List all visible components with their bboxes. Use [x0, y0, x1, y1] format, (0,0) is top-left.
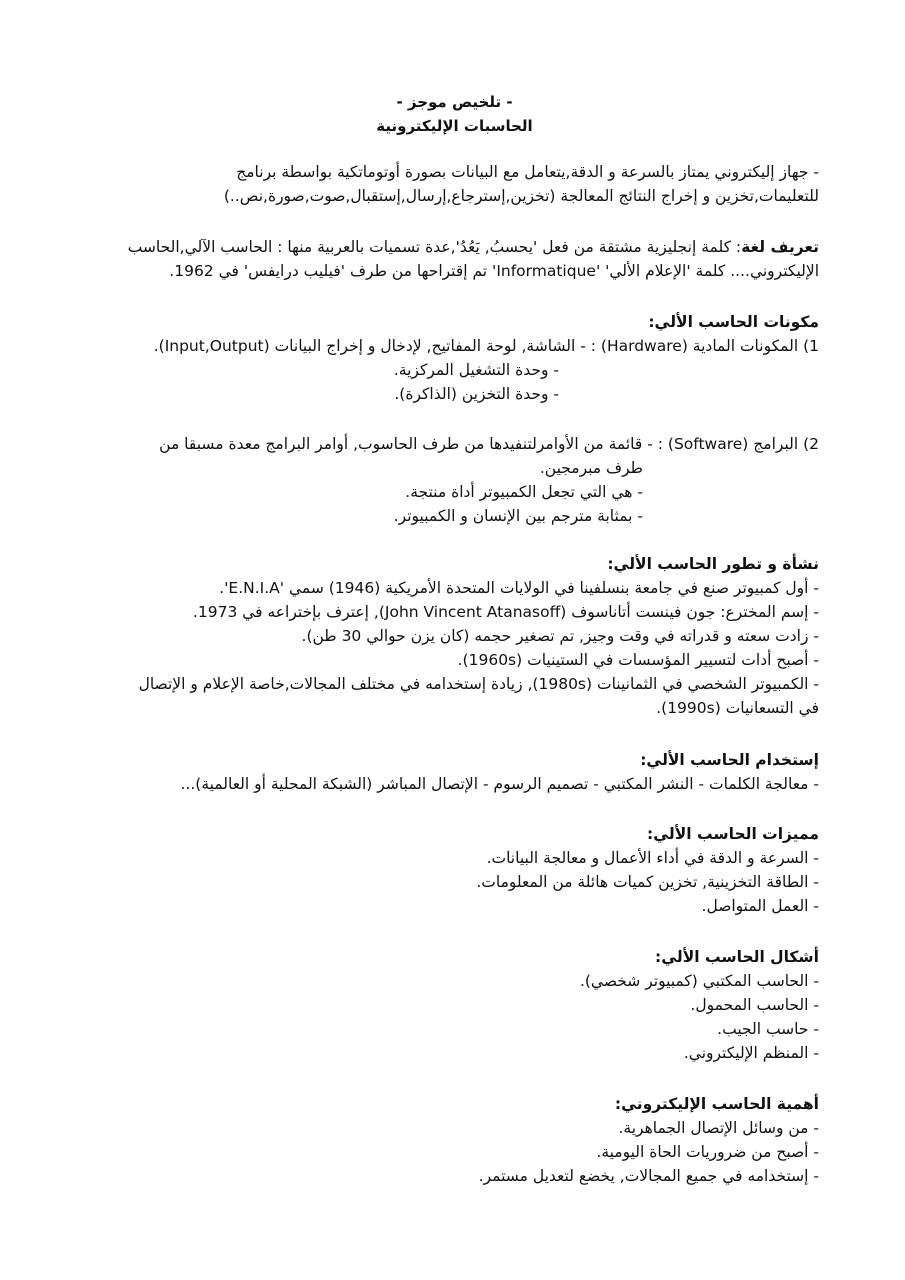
forms-item: - الحاسب المحمول.: [690, 996, 819, 1014]
definition-line-1: - جهاز إليكتروني يمتاز بالسرعة و الدقة,يتعامل مع البيانات بصورة أوتوماتكية بواسطة برنامج: [236, 163, 819, 181]
software-line-continued: طرف مبرمجين.: [539, 459, 643, 477]
language-definition-label: تعريف لغة: [741, 238, 819, 256]
title-line-1: - تلخيص موجز -: [396, 93, 513, 111]
features-item: - السرعة و الدقة في أداء الأعمال و معالجة البيانات.: [486, 849, 819, 867]
history-section: [90, 552, 819, 720]
software-line: 2) البرامج (Software) : - قائمة من الأوامرلتنفيدها من طرف الحاسوب, أوامر البرامج معدة مسبقا من: [159, 435, 819, 453]
components-heading: مكونات الحاسب الألي:: [648, 313, 819, 331]
features-section: [90, 822, 819, 918]
importance-heading: أهمية الحاسب الإليكتروني:: [614, 1095, 819, 1113]
history-heading: نشأة و تطور الحاسب الألي:: [607, 555, 819, 573]
importance-item: - من وسائل الإتصال الجماهرية.: [618, 1119, 819, 1137]
language-definition-line-1: [90, 235, 819, 259]
definition-paragraph: [90, 160, 819, 208]
language-definition-line-2: الإليكتروني.... كلمة 'الإعلام الألي' 'Informatique' تم إقتراحها من طرف 'فيليب درايفس' في 1962.: [169, 262, 819, 280]
forms-item: - الحاسب المكتبي (كمبيوتر شخصي).: [579, 972, 819, 990]
software-subitem: - بمثابة مترجم بين الإنسان و الكمبيوتر.: [393, 507, 643, 525]
features-heading: مميزات الحاسب الألي:: [647, 825, 819, 843]
history-item: - زادت سعته و قدراته في وقت وجيز, تم تصغير حجمه (كان يزن حوالي 30 طن).: [301, 627, 819, 645]
forms-item: - المنظم الإليكتروني.: [683, 1044, 819, 1062]
history-item: - أول كمبيوتر صنع في جامعة بنسلفينا في الولايات المتحدة الأمريكية (1946) سمي 'E.N.I.A'.: [219, 579, 819, 597]
components-section: [86, 310, 819, 406]
forms-section: [90, 945, 819, 1065]
document-title: الحاسبات الإليكترونية: [376, 117, 533, 135]
history-item: - أصبح أدات لتسيير المؤسسات في الستينيات (1960s).: [457, 651, 819, 669]
definition-line-2: للتعليمات,تخزين و إخراج النتائج المعالجة (تخزين,إسترجاع,إرسال,إستقبال,صوت,صورة,نص..): [223, 187, 819, 205]
hardware-subitem: - وحدة التشغيل المركزية.: [393, 361, 559, 379]
importance-section: [90, 1092, 819, 1188]
hardware-subitem: - وحدة التخزين (الذاكرة).: [394, 385, 559, 403]
software-subitem: - هي التي تجعل الكمبيوتر أداة منتجة.: [405, 483, 643, 501]
language-definition-text: : كلمة إنجليزية مشتقة من فعل 'يحسبُ, يَعُدُ',عدة تسميات بالعربية منها : الحاسب الآلي,الحاسب: [127, 238, 742, 256]
usage-section: [90, 748, 819, 796]
importance-item: - أصبح من ضروريات الحاة اليومية.: [596, 1143, 819, 1161]
hardware-line: 1) المكونات المادية (Hardware) : - الشاشة, لوحة المفاتيح, لإدخال و إخراج البيانات (Input,Output).: [153, 337, 819, 355]
history-item: - إسم المخترع: جون فينست أتاناسوف (John Vincent Atanasoff), إعترف بإختراعه في 1973.: [192, 603, 819, 621]
software-block: [120, 432, 819, 528]
features-item: - العمل المتواصل.: [701, 897, 819, 915]
usage-line: - معالجة الكلمات - النشر المكتبي - تصميم الرسوم - الإتصال المباشر (الشبكة المحلية أو العالمية)...: [180, 775, 819, 793]
features-item: - الطاقة التخزينية, تخزين كميات هائلة من المعلومات.: [476, 873, 819, 891]
history-item-continued: في التسعانيات (1990s).: [656, 699, 819, 717]
history-item: - الكمبيوتر الشخصي في الثمانينات (1980s), زيادة إستخدامه في مختلف المجالات,خاصة الإعلام و الإتصال: [138, 675, 819, 693]
language-definition-paragraph: [90, 235, 819, 283]
forms-item: - حاسب الجيب.: [717, 1020, 819, 1038]
forms-heading: أشكال الحاسب الألي:: [655, 948, 819, 966]
usage-heading: إستخدام الحاسب الألي:: [640, 751, 819, 769]
importance-item: - إستخدامه في جميع المجالات, يخضع لتعديل مستمر.: [478, 1167, 819, 1185]
title-block: [90, 90, 819, 138]
